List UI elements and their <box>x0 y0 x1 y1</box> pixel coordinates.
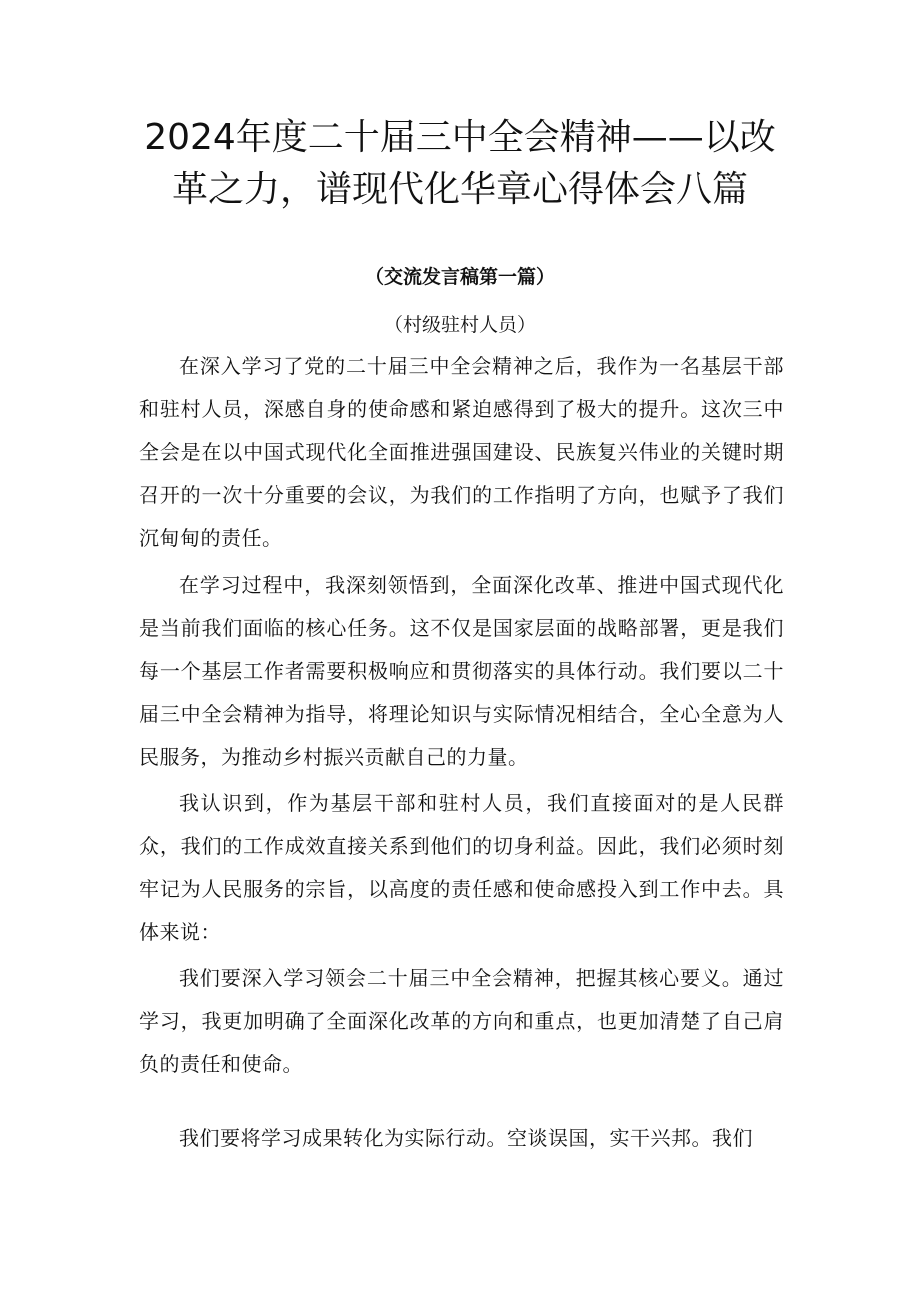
section-subheading: （村级驻村人员） <box>383 314 536 336</box>
section-heading: （交流发言稿第一篇） <box>364 266 555 288</box>
paragraph: 在深入学习了党的二十届三中全会精神之后，我作为一名基层干部和驻村人员，深感自身的使命感和紧迫感得到了极大的提升。这次三中全会是在以中国式现代化全面推进强国建设、民族复兴伟业的关键时期召开的一次十分重要的会议，为我们的工作指明了方向，也赋予了我们沉甸甸的责任。 <box>139 354 784 550</box>
paragraph: 在学习过程中，我深刻领悟到，全面深化改革、推进中国式现代化是当前我们面临的核心任务。这不仅是国家层面的战略部署，更是我们每一个基层工作者需要积极响应和贯彻落实的具体行动。我们要以二十届三中全会精神为指导，将理论知识与实际情况相结合，全心全意为人民服务，为推动乡村振兴贡献自己的力量。 <box>139 573 784 769</box>
paragraph: 我们要深入学习领会二十届三中全会精神，把握其核心要义。通过学习，我更加明确了全面深化改革的方向和重点，也更加清楚了自己肩负的责任和使命。 <box>139 966 784 1076</box>
paragraph: 我认识到，作为基层干部和驻村人员，我们直接面对的是人民群众，我们的工作成效直接关系到他们的切身利益。因此，我们必须时刻牢记为人民服务的宗旨，以高度的责任感和使命感投入到工作中去。具体来说： <box>139 791 784 944</box>
paragraph: 我们要将学习成果转化为实际行动。空谈误国，实干兴邦。我们 <box>179 1126 753 1150</box>
document-title: 2024年度二十届三中全会精神——以改革之力，谱现代化华章心得体会八篇 <box>144 117 776 210</box>
